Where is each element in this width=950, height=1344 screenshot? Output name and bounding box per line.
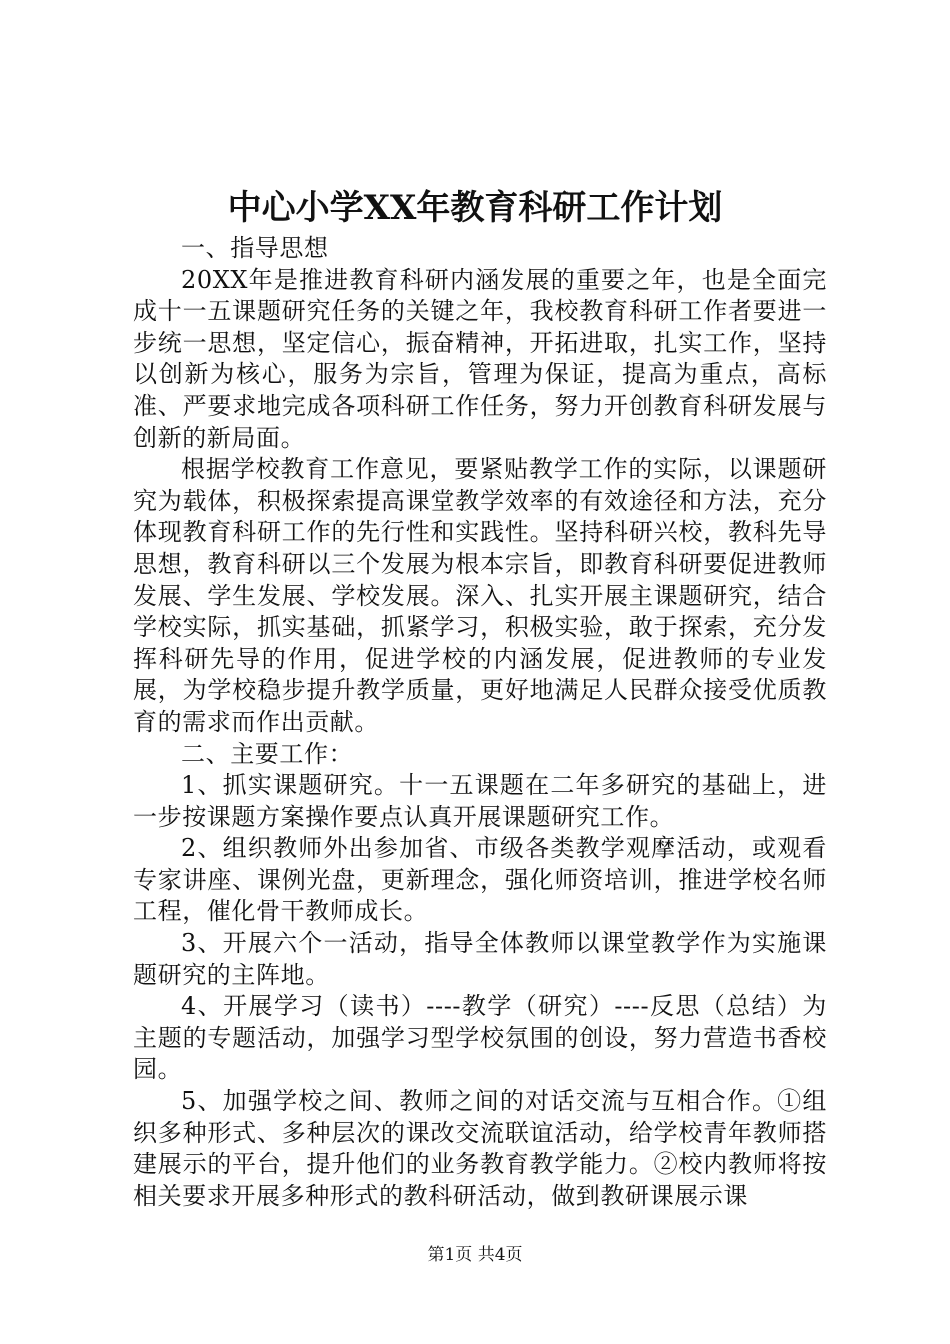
- paragraph: 根据学校教育工作意见，要紧贴教学工作的实际，以课题研究为载体，积极探索提高课堂教学效率的有效途径和方法，充分体现教育科研工作的先行性和实践性。坚持科研兴校，教科先导思想，教育科研以三个发展为根本宗旨，即教育科研要促进教师发展、学生发展、学校发展。深入、扎实开展主课题研究，结合学校实际，抓实基础，抓紧学习，积极实验，敢于探索，充分发挥科研先导的作用，促进学校的内涵发展，促进教师的专业发展，为学校稳步提升教学质量，更好地满足人民群众接受优质教育的需求而作出贡献。: [133, 455, 827, 736]
- document-body: [133, 233, 827, 1212]
- list-item: 2、组织教师外出参加省、市级各类教学观摩活动，或观看专家讲座、课例光盘，更新理念，强化师资培训，推进学校名师工程，催化骨干教师成长。: [133, 834, 827, 926]
- list-item: 1、抓实课题研究。十一五课题在二年多研究的基础上，进一步按课题方案操作要点认真开展课题研究工作。: [133, 771, 827, 831]
- section-heading-guiding-ideology: 一、指导思想: [181, 234, 329, 262]
- list-item: 5、加强学校之间、教师之间的对话交流与互相合作。①组织多种形式、多种层次的课改交流联谊活动，给学校青年教师搭建展示的平台，提升他们的业务教育教学能力。②校内教师将按相关要求开展多种形式的教科研活动，做到教研课展示课: [133, 1087, 827, 1210]
- document-title: 中心小学XX年教育科研工作计划: [227, 188, 723, 228]
- paragraph: 20XX年是推进教育科研内涵发展的重要之年，也是全面完成十一五课题研究任务的关键之年，我校教育科研工作者要进一步统一思想，坚定信心，振奋精神，开拓进取，扎实工作，坚持以创新为核心，服务为宗旨，管理为保证，提高为重点，高标准、严要求地完成各项科研工作任务，努力开创教育科研发展与创新的新局面。: [133, 265, 827, 452]
- list-item: 4、开展学习（读书）----教学（研究）----反思（总结）为主题的专题活动，加强学习型学校氛围的创设，努力营造书香校园。: [133, 992, 827, 1084]
- page-number-footer: 第1页 共4页: [427, 1245, 523, 1265]
- list-item: 3、开展六个一活动，指导全体教师以课堂教学作为实施课题研究的主阵地。: [133, 929, 827, 989]
- section-heading-main-work: 二、主要工作：: [181, 739, 354, 768]
